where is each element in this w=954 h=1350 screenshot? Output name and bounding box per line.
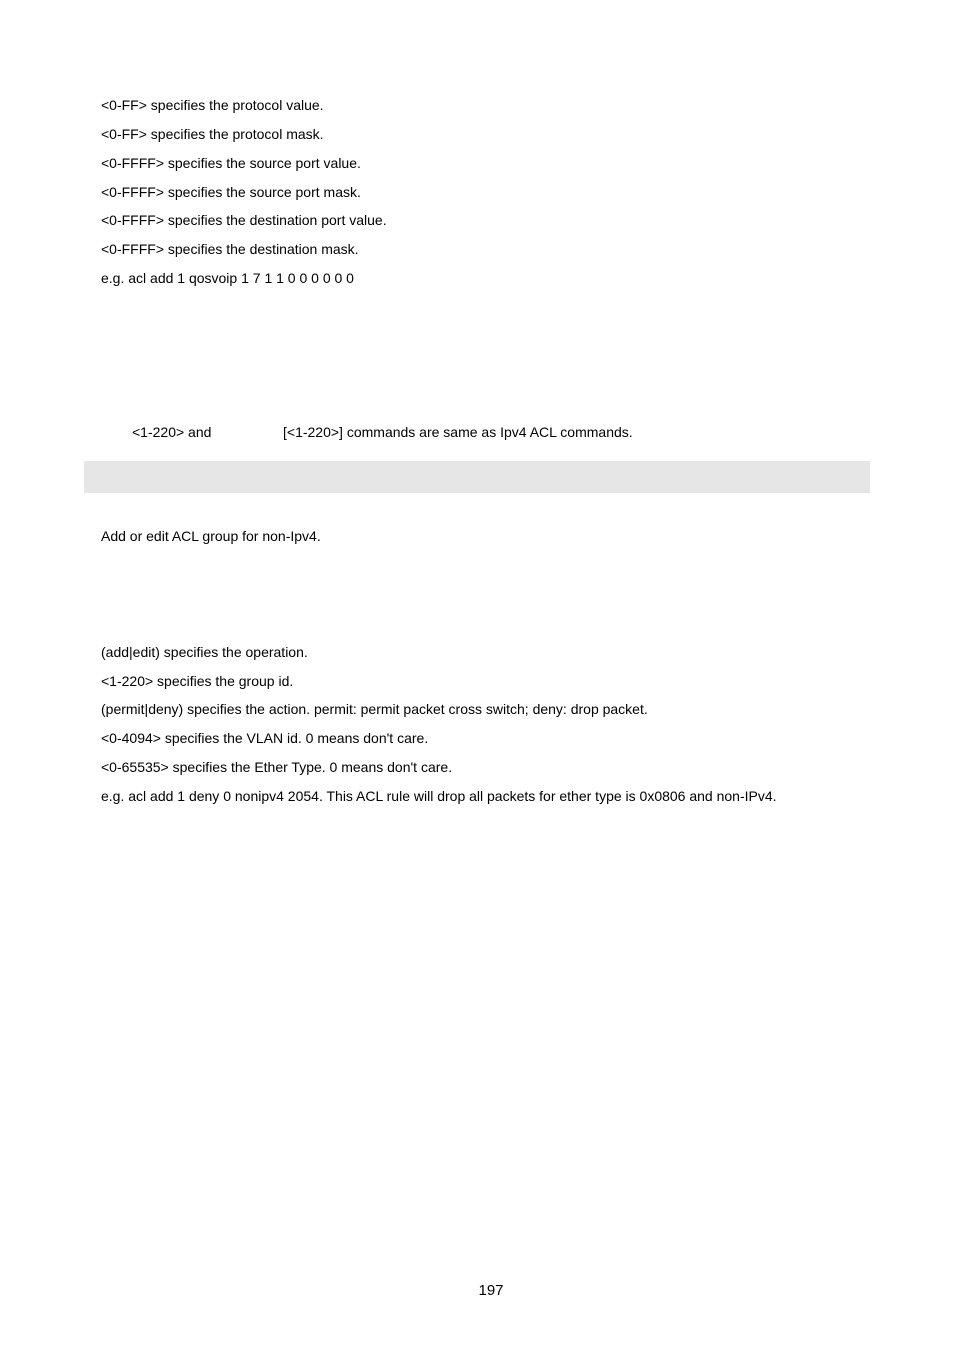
param-src-port-mask: <0-FFFF> specifies the source port mask. — [101, 184, 361, 200]
param-dst-mask: <0-FFFF> specifies the destination mask. — [101, 241, 359, 257]
note-part-2: [<1-220>] commands are same as Ipv4 ACL commands. — [283, 424, 633, 440]
param-protocol-value: <0-FF> specifies the protocol value. — [101, 97, 324, 113]
section-header-band — [84, 461, 870, 493]
note-part-1: <1-220> and — [132, 424, 212, 440]
nonipv4-description: Add or edit ACL group for non-Ipv4. — [101, 528, 321, 544]
example-nonipv4: e.g. acl add 1 deny 0 nonipv4 2054. This ACL rule will drop all packets for ether type is 0x0806 and non-IPv4. — [101, 788, 777, 804]
param-protocol-mask: <0-FF> specifies the protocol mask. — [101, 126, 324, 142]
param-src-port-value: <0-FFFF> specifies the source port value. — [101, 155, 361, 171]
param-vlan-id: <0-4094> specifies the VLAN id. 0 means don't care. — [101, 730, 429, 746]
param-dst-port-value: <0-FFFF> specifies the destination port value. — [101, 212, 387, 228]
param-group-id: <1-220> specifies the group id. — [101, 673, 294, 689]
example-qosvoip: e.g. acl add 1 qosvoip 1 7 1 1 0 0 0 0 0 0 — [101, 270, 354, 286]
page-number: 197 — [478, 1282, 504, 1299]
param-ether-type: <0-65535> specifies the Ether Type. 0 means don't care. — [101, 759, 453, 775]
param-action: (permit|deny) specifies the action. permit: permit packet cross switch; deny: drop packet. — [101, 701, 648, 717]
param-operation: (add|edit) specifies the operation. — [101, 644, 308, 660]
